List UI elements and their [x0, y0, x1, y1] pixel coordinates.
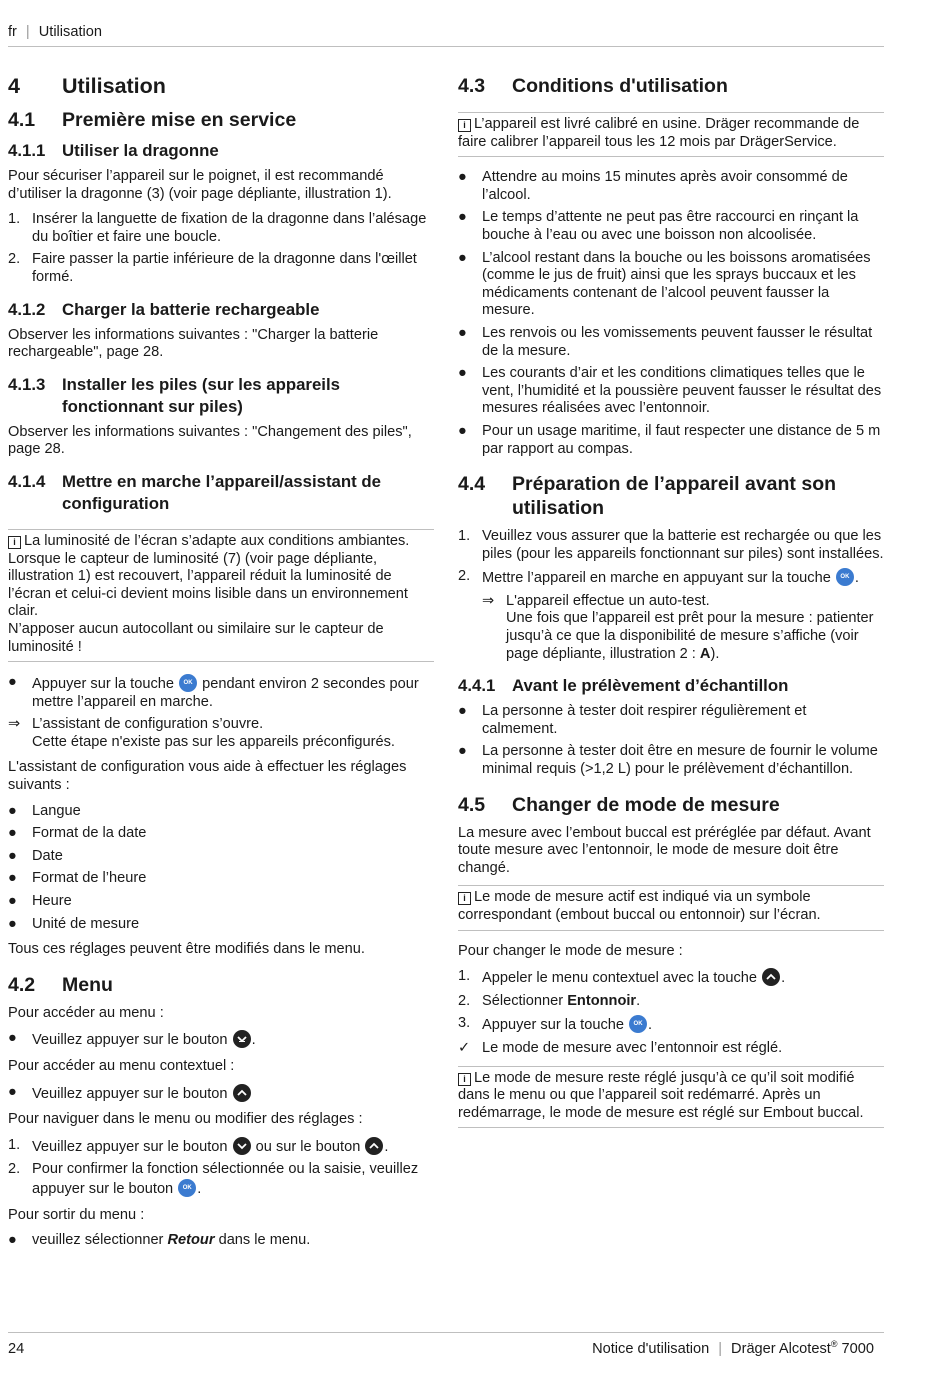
page-header: [8, 24, 884, 47]
paragraph-menu: Pour accéder au menu :: [8, 1004, 164, 1021]
list-item: ● veuillez sélectionner Retour dans le menu.: [8, 1232, 311, 1249]
heading-4-3: 4.3 Conditions d'utilisation: [458, 75, 728, 97]
paragraph-sortir: Pour sortir du menu :: [8, 1206, 145, 1223]
info-icon: i: [458, 1073, 471, 1086]
heading-4: 4 Utilisation: [8, 74, 166, 98]
list-item: ● Langue: [8, 802, 81, 819]
list-item: ● Format de la date: [8, 825, 147, 842]
ok-button-icon: [179, 674, 197, 692]
info-icon: i: [458, 892, 471, 905]
list-item: ● Les renvois ou les vomissements peuvent fausser le résultat de la mesure.: [458, 324, 873, 359]
up-button-icon: [365, 1137, 383, 1155]
ok-button-icon: [629, 1015, 647, 1033]
list-item: ● Pour un usage maritime, il faut respecter une distance de 5 m par rapport au compas.: [458, 422, 881, 457]
list-item: ● Veuillez appuyer sur le bouton .: [8, 1030, 256, 1049]
paragraph-changer: Pour changer le mode de mesure :: [458, 942, 683, 959]
check-icon: ✓: [458, 1039, 471, 1056]
list-item: ● Le temps d’attente ne peut pas être raccourci en rinçant la bouche à l’eau ou avec une boisson non alcoolisée.: [458, 209, 859, 243]
paragraph-reglages: Tous ces réglages peuvent être modifiés dans le menu.: [8, 941, 365, 958]
context-up-button-icon: [762, 968, 780, 986]
paragraph-assistant: L'assistant de configuration vous aide à effectuer les réglages suivants :: [8, 759, 407, 794]
info-note: i Le mode de mesure actif est indiqué via un symbole correspondant (embout buccal ou entonnoir) sur l’écran.: [458, 885, 884, 930]
page-footer: [8, 1332, 884, 1367]
heading-4-1-3: 4.1.3 Installer les piles (sur les appareils fonctionnant sur piles): [8, 374, 340, 416]
heading-4-4-1: 4.4.1 Avant le prélèvement d’échantillon: [458, 676, 789, 696]
info-icon: i: [8, 536, 21, 549]
heading-4-5: 4.5 Changer de mode de mesure: [458, 793, 780, 816]
footer-title: Notice d'utilisation | Dräger Alcotest® 7000: [592, 1339, 874, 1357]
left-column: [8, 70, 434, 1255]
list-item: 2. Mettre l’appareil en marche en appuyant sur la touche OK .: [458, 568, 884, 588]
list-item: 1. Veuillez appuyer sur le bouton ou sur le bouton .: [8, 1136, 389, 1155]
paragraph-dragonne: Pour sécuriser l’appareil sur le poignet, il est recommandé d’utiliser la dragonne (3) (voir page dépliante, illustration 1).: [8, 168, 392, 202]
list-item: ● Appuyer sur la touche OK pendant environ 2 secondes pour mettre l’appareil en marche.: [8, 674, 434, 711]
heading-4-1-1: 4.1.1 Utiliser la dragonne: [8, 141, 219, 160]
list-item: ● Veuillez appuyer sur le bouton: [8, 1084, 434, 1104]
list-item: 2. Sélectionner Entonnoir.: [458, 992, 641, 1009]
list-item: ● Attendre au moins 15 minutes après avoir consommé de l’alcool.: [458, 169, 848, 203]
list-item: ● Format de l’heure: [8, 870, 147, 887]
paragraph-contextuel: Pour accéder au menu contextuel :: [8, 1058, 235, 1074]
right-column: [458, 70, 884, 1140]
list-item: ● Unité de mesure: [8, 915, 140, 932]
info-note: i L’appareil est livré calibré en usine. Dräger recommande de faire calibrer l’appareil tous les 12 mois par DrägerService.: [458, 112, 884, 157]
header-separator: |: [25, 24, 30, 40]
down-button-icon: [233, 1137, 251, 1155]
result-item: ⇒ L’assistant de configuration s’ouvre. Cette étape n'existe pas sur les appareils préconfigurés.: [8, 716, 395, 750]
menu-down-button-icon: [233, 1030, 251, 1048]
list-item: ● Heure: [8, 893, 72, 910]
list-item: 1. Insérer la languette de fixation de la dragonne dans l’alésage du boîtier et faire une boucle.: [8, 211, 427, 245]
list-item: 2. Faire passer la partie inférieure de la dragonne dans l'œillet formé.: [8, 251, 417, 285]
ok-button-icon: [836, 568, 854, 586]
context-up-button-icon: [233, 1084, 251, 1102]
heading-4-1: 4.1 Première mise en service: [8, 109, 297, 131]
paragraph-mode: La mesure avec l’embout buccal est préréglée par défaut. Avant toute mesure avec l’entonnoir, le mode de mesure doit être changé.: [458, 824, 871, 876]
list-item: 1. Appeler le menu contextuel avec la touche .: [458, 968, 786, 987]
heading-4-1-4: 4.1.4 Mettre en marche l’appareil/assistant de configuration: [8, 471, 381, 513]
list-item: ● Les courants d’air et les conditions climatiques telles que le vent, l’humidité et la poussière peuvent fausser le résultat des mesures réalisées avec l’entonnoir.: [458, 365, 882, 417]
list-item: ● La personne à tester doit être en mesure de fournir le volume minimal requis (>1,2 L) pour le prélèvement d’échantillon.: [458, 743, 878, 778]
info-note: i Le mode de mesure reste réglé jusqu’à ce qu’il soit modifié dans le menu ou que l’appareil soit redémarré. Après un redémarrage, le mode de mesure est réglé sur Embout buccal.: [458, 1066, 884, 1129]
list-item: 2. Pour confirmer la fonction sélectionnée ou la saisie, veuillez appuyer sur le bouton OK .: [8, 1161, 434, 1198]
result-item: ⇒ L'appareil effectue un auto-test. Une fois que l’appareil est prêt pour la mesure : patienter jusqu’à ce que la disponibilité de mesure s’affiche (voir page dépliante, illustration 2 : A).: [482, 592, 874, 662]
list-item: 1. Veuillez vous assurer que la batterie est rechargée ou que les piles (pour les appareils fonctionnant sur piles) sont installées.: [458, 528, 884, 562]
info-icon: i: [458, 119, 471, 132]
paragraph-piles: Observer les informations suivantes : "Changement des piles", page 28.: [8, 423, 412, 458]
page-number: 24: [8, 1341, 25, 1357]
list-item: 3. Appuyer sur la touche OK .: [458, 1015, 884, 1035]
heading-4-4: 4.4 Préparation de l’appareil avant son utilisation: [458, 473, 837, 520]
header-section: Utilisation: [38, 24, 102, 40]
header-lang: fr: [8, 24, 17, 40]
heading-4-2: 4.2 Menu: [8, 973, 113, 996]
heading-4-1-2: 4.1.2 Charger la batterie rechargeable: [8, 299, 320, 319]
list-item: ● La personne à tester doit respirer régulièrement et calmement.: [458, 703, 807, 737]
list-item: ● Date: [8, 847, 63, 864]
paragraph-batterie: Observer les informations suivantes : "Charger la batterie rechargeable", page 28.: [8, 326, 379, 361]
ok-button-icon: [178, 1179, 196, 1197]
list-item: ● L’alcool restant dans la bouche ou les boissons aromatisées (comme le jus de fruit) ainsi que les sprays buccaux et les médicaments contenant de l’alcool peuvent fausser la mesure.: [458, 249, 871, 319]
check-item: ✓ Le mode de mesure avec l’entonnoir est réglé.: [458, 1039, 783, 1056]
paragraph-naviguer: Pour naviguer dans le menu ou modifier des réglages :: [8, 1111, 363, 1128]
info-note: i La luminosité de l’écran s’adapte aux conditions ambiantes. Lorsque le capteur de luminosité (7) (voir page dépliante, illustration 1) est recouvert, l’appareil réduit la luminosité de l’écran et celui-ci devient moins lisible dans un environnement clair. N’apposer aucun autocollant ou similaire sur le capteur de luminosité !: [8, 529, 434, 662]
